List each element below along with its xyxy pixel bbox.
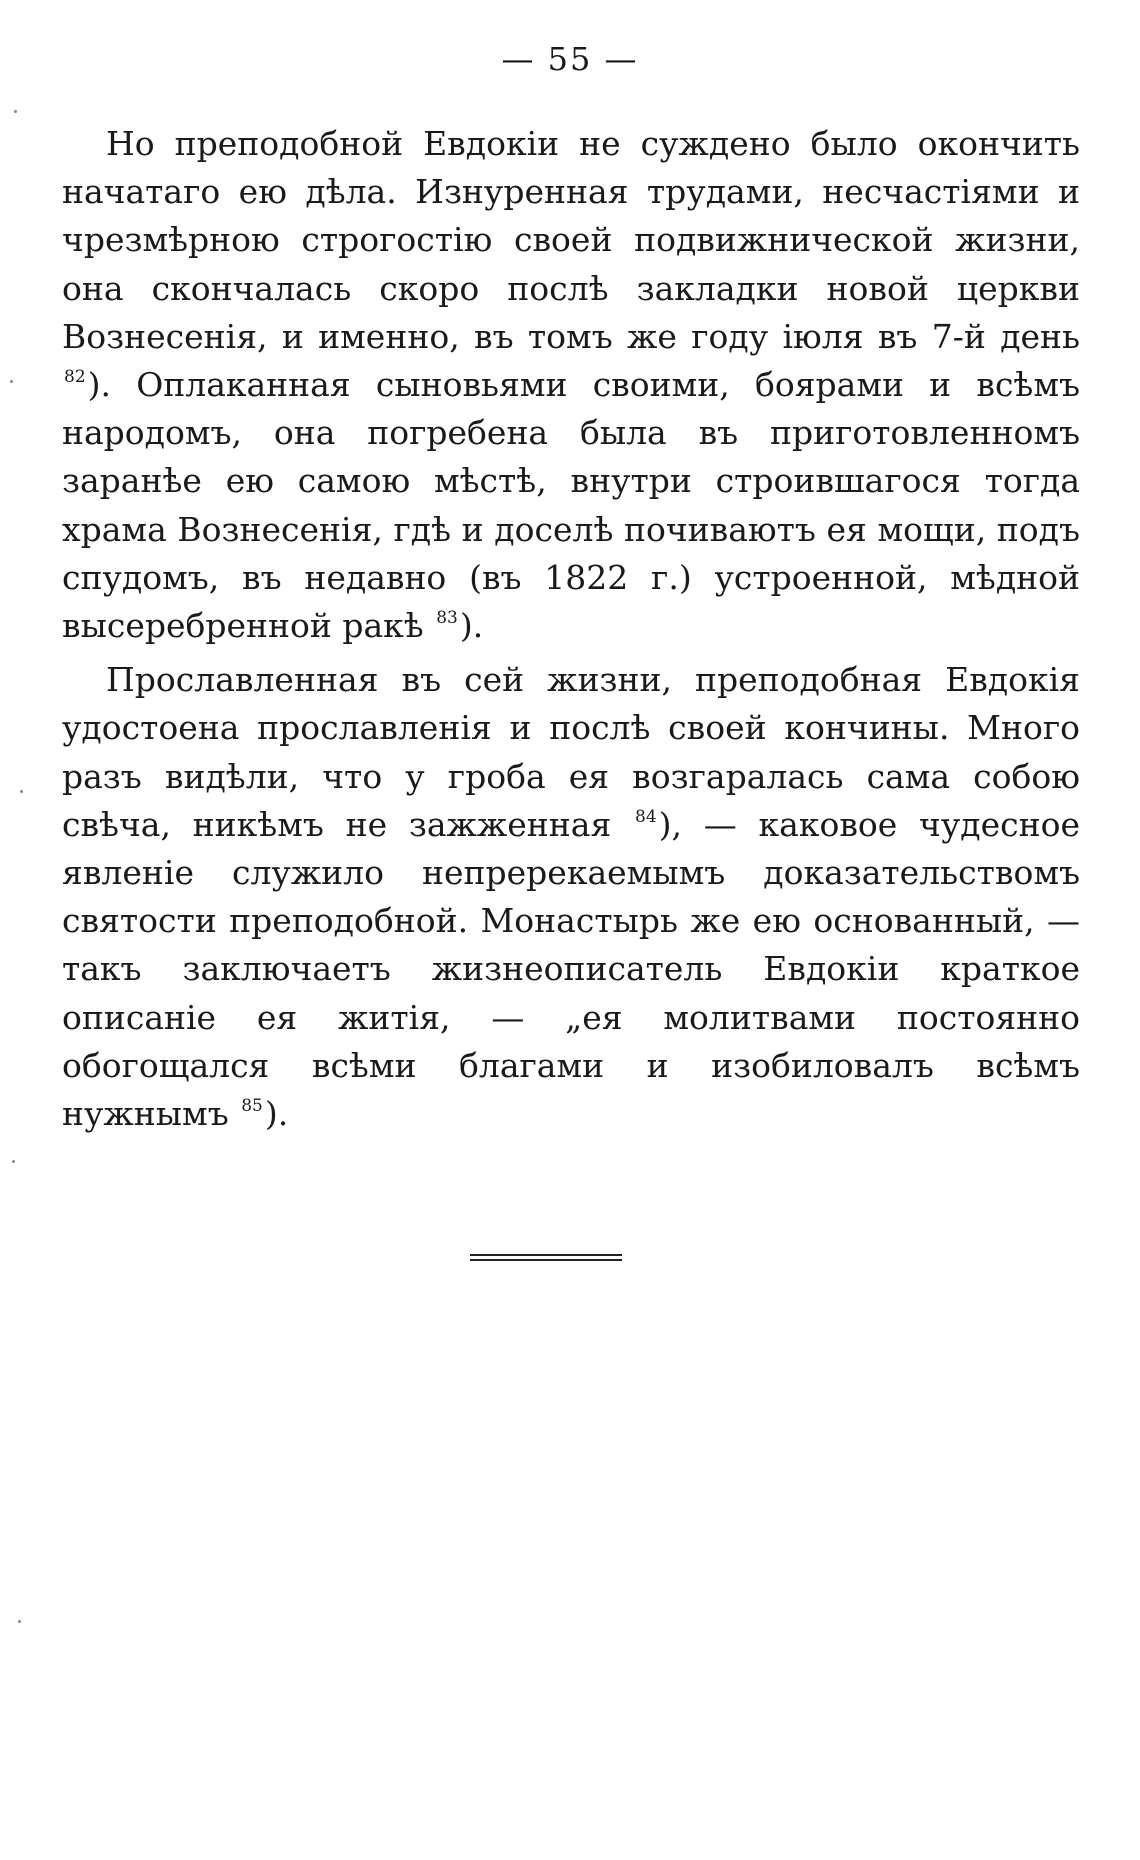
- text-segment: Но преподобной Евдокіи не суждено было окончить начатаго ею дѣла. Изнуренная трудами, несчастіями и чрезмѣрною строгостію своей подвижнической жизни, она скончалась скоро послѣ закладки новой церкви Вознесенія, и именно, въ томъ же году іюля въ 7-й день: [62, 124, 1080, 356]
- footnote-ref: 84: [635, 806, 657, 827]
- margin-speck: [14, 110, 17, 113]
- margin-speck: [10, 380, 13, 383]
- paragraph-2: [62, 656, 1080, 1138]
- margin-speck: [20, 790, 23, 793]
- end-ornament-rule: [470, 1254, 622, 1261]
- paragraph-1: [62, 120, 1080, 650]
- body-text: [62, 120, 1080, 1138]
- page-number: — 55 —: [501, 40, 639, 78]
- footnote-ref: 82: [64, 367, 86, 388]
- margin-speck: [12, 1160, 15, 1163]
- text-segment: Прославленная въ сей жизни, преподобная Евдокія удостоена прославленія и послѣ своей кончины. Много разъ видѣли, что у гроба ея возгаралась сама собою свѣча, никѣмъ не зажженная: [62, 660, 1080, 844]
- text-segment: ), — каковое чудесное явленіе служило непререкаемымъ доказательствомъ святости преподобной. Монастырь же ею основанный, — такъ заключаетъ жизнеописатель Евдокіи краткое описаніе ея житія, — „ея молитвами постоянно обогощался всѣми благами и изобиловалъ всѣмъ нужнымъ: [62, 804, 1080, 1134]
- footnote-ref: 85: [241, 1096, 263, 1117]
- text-segment: ). Оплаканная сыновьями своими, боярами и всѣмъ народомъ, она погребена была въ приготовленномъ заранѣе ею самою мѣстѣ, внутри строившагося тогда храма Вознесенія, гдѣ и доселѣ почиваютъ ея мощи, подъ спудомъ, въ недавно (въ 1822 г.) устроенной, мѣдной высеребренной ракѣ: [62, 365, 1080, 646]
- text-segment: ).: [459, 606, 484, 646]
- margin-speck: [18, 1620, 21, 1623]
- footnote-ref: 83: [436, 608, 458, 629]
- text-segment: ).: [264, 1094, 289, 1134]
